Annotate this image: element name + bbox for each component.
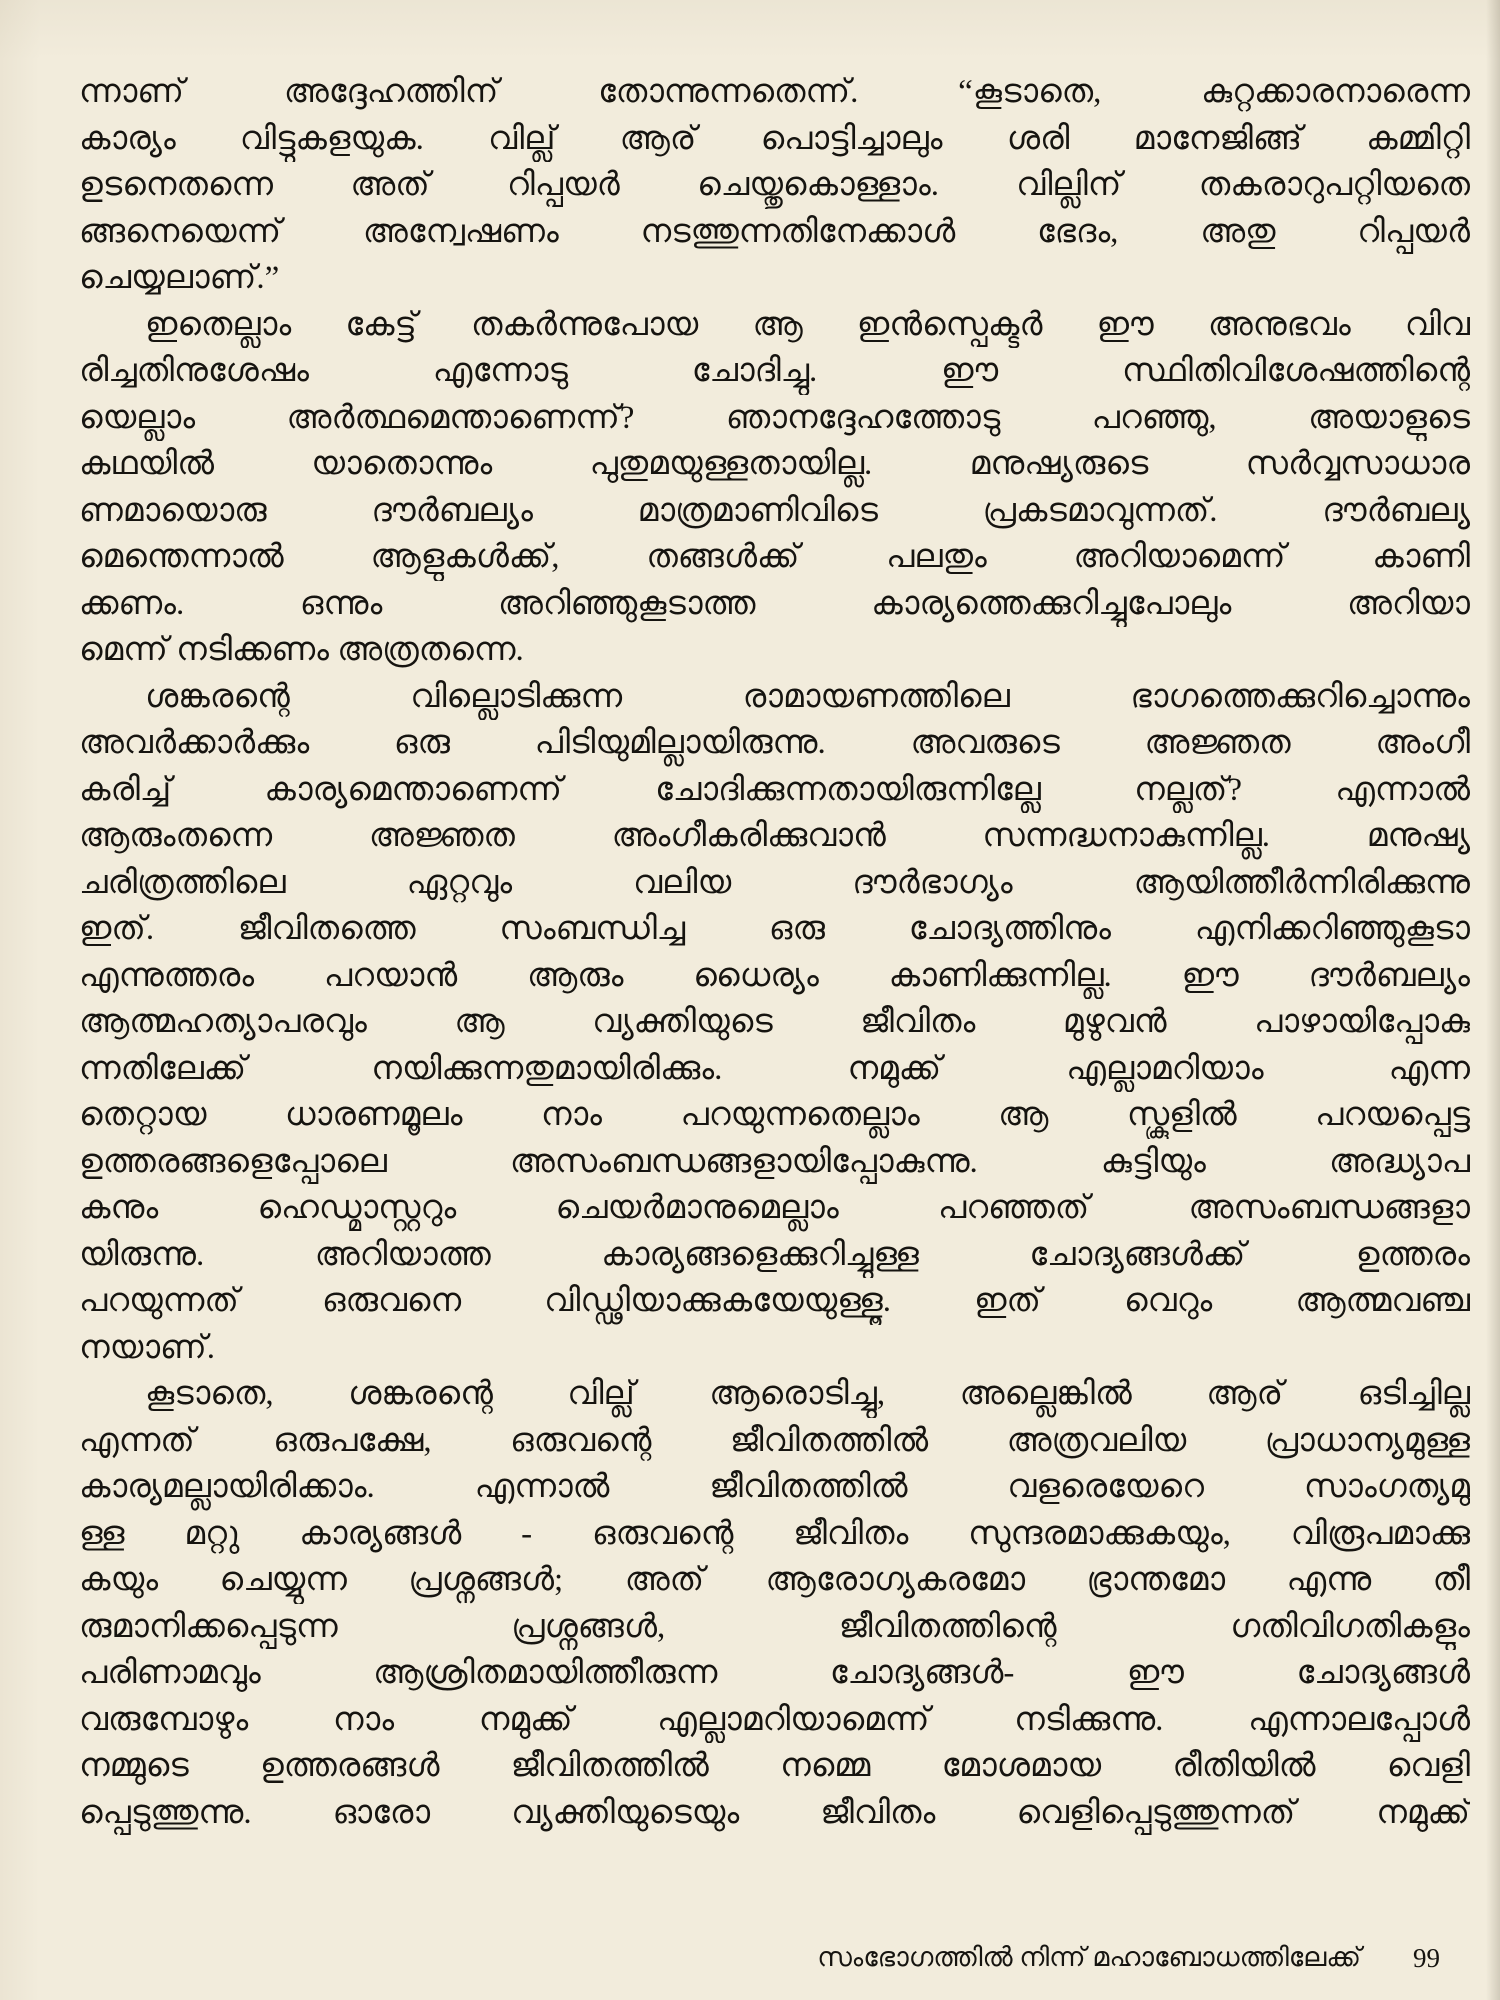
text-line: പ്പെടുത്തുന്നു. ഓരോ വ്യക്തിയുടെയും ജീവിതം വെളിപ്പെടുത്തുന്നത് നമുക്ക് — [79, 1794, 1470, 1831]
paragraph — [79, 674, 1470, 1372]
text-line: കൂടാതെ, ശങ്കരന്റെ വില്ല് ആരൊടിച്ചു, അല്ലെങ്കിൽ ആര് ഒടിച്ചില്ല — [145, 1376, 1470, 1412]
running-footer — [817, 1936, 1440, 1980]
text-line: മെന്ന് നടിക്കണം അത്രതന്നെ. — [79, 632, 524, 668]
text-line: യിരുന്നു. അറിയാത്ത കാര്യങ്ങളെക്കുറിച്ചുള്ള ചോദ്യങ്ങൾക്ക് ഉത്തരം — [79, 1236, 1470, 1273]
text-line: കാര്യമല്ലായിരിക്കാം. എന്നാൽ ജീവിതത്തിൽ വളരെയേറെ സാംഗത്യമു — [79, 1469, 1470, 1505]
paragraph — [79, 302, 1470, 674]
text-line: ക്കണം. ഒന്നും അറിഞ്ഞുകൂടാത്ത കാര്യത്തെക്കുറിച്ചുപോലും അറിയാ — [79, 585, 1470, 622]
text-line: ചരിത്രത്തിലെ ഏറ്റവും വലിയ ദൗർഭാഗ്യം ആയിത്തീർന്നിരിക്കുന്നു — [79, 864, 1470, 901]
text-line: ഉത്തരങ്ങളെപ്പോലെ അസംബന്ധങ്ങളായിപ്പോകുന്നു. കുട്ടിയും അദ്ധ്യാപ — [79, 1143, 1470, 1180]
text-line: മെന്തെന്നാൽ ആളുകൾക്ക്, തങ്ങൾക്ക് പലതും അറിയാമെന്ന് കാണി — [79, 539, 1470, 575]
text-line: എന്നുത്തരം പറയാൻ ആരും ധൈര്യം കാണിക്കുന്നില്ല. ഈ ദൗർബല്യം — [79, 957, 1470, 994]
text-line: പറയുന്നത് ഒരുവനെ വിഡ്ഢിയാക്കുകയേയുള്ളൂ. ഇത് വെറും ആത്മവഞ്ച — [79, 1283, 1470, 1319]
text-line: ആത്മഹത്യാപരവും ആ വ്യക്തിയുടെ ജീവിതം മുഴുവൻ പാഴായിപ്പോകു — [79, 1004, 1470, 1040]
text-line: നയാണ്. — [79, 1329, 216, 1366]
text-line: ള്ള മറ്റു കാര്യങ്ങൾ - ഒരുവന്റെ ജീവിതം സുന്ദരമാക്കുകയും, വിരൂപമാക്കു — [79, 1515, 1470, 1552]
text-line: ആരുംതന്നെ അജ്ഞത അംഗീകരിക്കുവാൻ സന്നദ്ധനാകുന്നില്ല. മനുഷ്യ — [79, 818, 1470, 854]
text-line: കയും ചെയ്യുന്ന പ്രശ്നങ്ങൾ; അത് ആരോഗ്യകരമോ ഭ്രാന്തമോ എന്നു തീ — [79, 1562, 1470, 1598]
running-title: സംഭോഗത്തിൽ നിന്ന് മഹാബോധത്തിലേക്ക് — [817, 1942, 1361, 1972]
text-line: എന്നത് ഒരുപക്ഷേ, ഒരുവന്റെ ജീവിതത്തിൽ അത്രവലിയ പ്രാധാന്യമുള്ള — [79, 1422, 1470, 1459]
text-line: നമ്മുടെ ഉത്തരങ്ങൾ ജീവിതത്തിൽ നമ്മെ മോശമായ രീതിയിൽ വെളി — [79, 1748, 1470, 1784]
text-line: ങ്ങനെയെന്ന് അന്വേഷണം നടത്തുന്നതിനേക്കാൾ ഭേദം, അതു റിപ്പയർ — [79, 213, 1470, 250]
body-text — [79, 69, 1470, 1836]
text-line: വരുമ്പോഴും നാം നമുക്ക് എല്ലാമറിയാമെന്ന് നടിക്കുന്നു. എന്നാലപ്പോൾ — [79, 1701, 1470, 1738]
text-line: രുമാനിക്കപ്പെടുന്ന പ്രശ്നങ്ങൾ, ജീവിതത്തിന്റെ ഗതിവിഗതികളും — [79, 1608, 1470, 1645]
text-line: കനും ഹെഡ്മാസ്റ്ററും ചെയർമാനുമെല്ലാം പറഞ്ഞത് അസംബന്ധങ്ങളാ — [79, 1190, 1470, 1226]
text-line: ന്നതിലേക്ക് നയിക്കുന്നതുമായിരിക്കും. നമുക്ക് എല്ലാമറിയാം എന്ന — [79, 1050, 1470, 1087]
text-line: ചെയ്യലാണ്.” — [79, 260, 280, 296]
text-line: തെറ്റായ ധാരണമൂലം നാം പറയുന്നതെല്ലാം ആ സ്കൂളിൽ പറയപ്പെട്ട — [79, 1097, 1470, 1133]
text-line: ഉടനെതന്നെ അത് റിപ്പയർ ചെയ്തുകൊള്ളാം. വില്ലിന് തകരാറുപറ്റിയതെ — [79, 167, 1470, 203]
text-line: ശങ്കരന്റെ വില്ലൊടിക്കുന്ന രാമായണത്തിലെ ഭാഗത്തെക്കുറിച്ചൊന്നും — [145, 678, 1470, 715]
text-line: ന്നാണ് അദ്ദേഹത്തിന് തോന്നുന്നതെന്ന്. “കൂടാതെ, കുറ്റക്കാരനാരെന്ന — [79, 74, 1470, 110]
text-line: ഇത്. ജീവിതത്തെ സംബന്ധിച്ച ഒരു ചോദ്യത്തിനും എനിക്കറിഞ്ഞുകൂടാ — [79, 911, 1470, 947]
page-number: 99 — [1413, 1942, 1440, 1973]
text-line: കാര്യം വിട്ടുകളയുക. വില്ല് ആര് പൊട്ടിച്ചാലും ശരി മാനേജിങ്ങ് കമ്മിറ്റി — [79, 120, 1470, 157]
text-line: രിച്ചതിനുശേഷം എന്നോടു ചോദിച്ചു. ഈ സ്ഥിതിവിശേഷത്തിന്റെ — [79, 353, 1470, 389]
paragraph — [79, 69, 1470, 302]
text-line: അവർക്കാർക്കും ഒരു പിടിയുമില്ലായിരുന്നു. അവരുടെ അജ്ഞത അംഗീ — [79, 725, 1470, 761]
text-line: ണമായൊരു ദൗർബല്യം മാത്രമാണിവിടെ പ്രകടമാവുന്നത്. ദൗർബല്യ — [79, 492, 1470, 529]
text-line: ഇതെല്ലാം കേട്ട് തകർന്നുപോയ ആ ഇൻസ്പെക്ടർ ഈ അനുഭവം വിവ — [145, 306, 1470, 343]
text-line: കഥയിൽ യാതൊന്നും പുതുമയുള്ളതായില്ല. മനുഷ്യരുടെ സർവ്വസാധാര — [79, 446, 1470, 482]
text-line: യെല്ലാം അർത്ഥമെന്താണെന്ന്? ഞാനദ്ദേഹത്തോടു പറഞ്ഞു, അയാളുടെ — [79, 399, 1470, 436]
paragraph — [79, 1371, 1470, 1836]
text-line: പരിണാമവും ആശ്രിതമായിത്തീരുന്ന ചോദ്യങ്ങൾ- ഈ ചോദ്യങ്ങൾ — [79, 1655, 1470, 1691]
text-line: കരിച്ച് കാര്യമെന്താണെന്ന് ചോദിക്കുന്നതായിരുന്നില്ലേ നല്ലത്? എന്നാൽ — [79, 771, 1470, 808]
